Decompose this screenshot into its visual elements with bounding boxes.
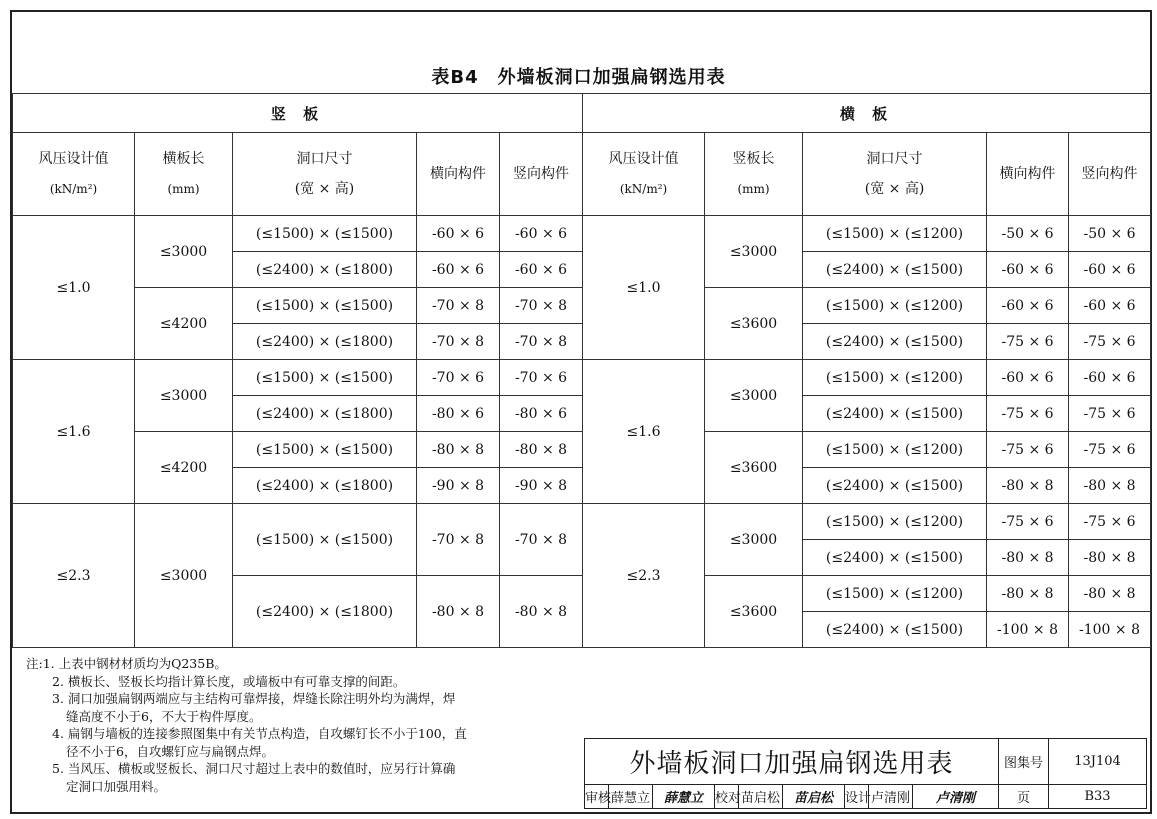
left-longitudinal: -90 × 8 <box>500 468 583 504</box>
left-transverse: -80 × 8 <box>417 432 500 468</box>
right-opening: (≤2400) × (≤1500) <box>803 612 987 648</box>
right-transverse: -60 × 6 <box>987 252 1069 288</box>
right-longitudinal: -75 × 6 <box>1069 504 1151 540</box>
header-longitudinal: 竖向构件 <box>500 133 583 216</box>
left-longitudinal: -70 × 6 <box>500 360 583 396</box>
review-signature: 薛慧立 <box>653 785 715 809</box>
left-pressure: ≤1.0 <box>13 216 135 360</box>
left-longitudinal: -60 × 6 <box>500 252 583 288</box>
page-number: B33 <box>1049 785 1147 809</box>
table-row <box>13 360 1151 396</box>
right-opening: (≤2400) × (≤1500) <box>803 540 987 576</box>
header-pressure: 风压设计值 (kN/m²) <box>13 133 135 216</box>
note-3: 3. 洞口加强扁钢两端应与主结构可靠焊接，焊缝长除注明外均为满焊，焊 <box>52 691 456 706</box>
section-vertical: 竖 板 <box>13 94 583 133</box>
left-longitudinal: -70 × 8 <box>500 504 583 576</box>
left-longitudinal: -80 × 8 <box>500 576 583 648</box>
left-length: ≤3000 <box>135 360 233 432</box>
right-transverse: -75 × 6 <box>987 432 1069 468</box>
right-longitudinal: -80 × 8 <box>1069 576 1151 612</box>
right-opening: (≤2400) × (≤1500) <box>803 468 987 504</box>
right-transverse: -80 × 8 <box>987 576 1069 612</box>
table-row <box>13 216 1151 252</box>
left-longitudinal: -80 × 8 <box>500 432 583 468</box>
right-opening: (≤1500) × (≤1200) <box>803 504 987 540</box>
table-title: 表B4 外墙板洞口加强扁钢选用表 <box>431 67 726 88</box>
design-name: 卢清刚 <box>869 785 913 809</box>
notes <box>26 655 546 795</box>
right-transverse: -50 × 6 <box>987 216 1069 252</box>
page-label: 页 <box>999 785 1049 809</box>
right-pressure: ≤1.6 <box>583 360 705 504</box>
left-transverse: -90 × 8 <box>417 468 500 504</box>
left-opening: (≤2400) × (≤1800) <box>233 468 417 504</box>
right-longitudinal: -60 × 6 <box>1069 360 1151 396</box>
right-transverse: -75 × 6 <box>987 504 1069 540</box>
design-label: 设计 <box>845 785 869 809</box>
title-block <box>584 738 1147 809</box>
header-opening: 洞口尺寸 (宽 × 高) <box>233 133 417 216</box>
left-longitudinal: -70 × 8 <box>500 288 583 324</box>
right-opening: (≤1500) × (≤1200) <box>803 432 987 468</box>
right-transverse: -75 × 6 <box>987 396 1069 432</box>
header-opening-right: 洞口尺寸 (宽 × 高) <box>803 133 987 216</box>
left-pressure: ≤2.3 <box>13 504 135 648</box>
left-transverse: -70 × 8 <box>417 324 500 360</box>
left-opening: (≤1500) × (≤1500) <box>233 288 417 324</box>
table-row <box>13 288 1151 324</box>
left-opening: (≤1500) × (≤1500) <box>233 432 417 468</box>
note-3-cont: 缝高度不小于6，不大于构件厚度。 <box>66 708 262 724</box>
left-longitudinal: -60 × 6 <box>500 216 583 252</box>
right-transverse: -60 × 6 <box>987 360 1069 396</box>
right-longitudinal: -60 × 6 <box>1069 288 1151 324</box>
left-transverse: -60 × 6 <box>417 252 500 288</box>
left-length: ≤3000 <box>135 216 233 288</box>
design-signature: 卢清刚 <box>913 785 999 809</box>
check-label: 校对 <box>715 785 739 809</box>
right-transverse: -80 × 8 <box>987 468 1069 504</box>
section-header-row <box>13 94 1151 133</box>
right-longitudinal: -50 × 6 <box>1069 216 1151 252</box>
note-4-cont: 径不小于6，自攻螺钉应与扁钢点焊。 <box>66 743 274 759</box>
left-length: ≤4200 <box>135 288 233 360</box>
header-length-right: 竖板长 (mm) <box>705 133 803 216</box>
drawing-title: 外墙板洞口加强扁钢选用表 <box>585 739 999 785</box>
review-label: 审核 <box>585 785 609 809</box>
left-length: ≤3000 <box>135 504 233 648</box>
left-transverse: -70 × 8 <box>417 288 500 324</box>
column-header-row <box>13 133 1151 216</box>
note-1: 注:1. 上表中钢材材质均为Q235B。 <box>26 656 227 671</box>
atlas-number: 13J104 <box>1049 739 1147 785</box>
header-transverse: 横向构件 <box>417 133 500 216</box>
left-opening: (≤1500) × (≤1500) <box>233 504 417 576</box>
right-opening: (≤1500) × (≤1200) <box>803 288 987 324</box>
left-length: ≤4200 <box>135 432 233 504</box>
left-transverse: -70 × 6 <box>417 360 500 396</box>
right-longitudinal: -75 × 6 <box>1069 432 1151 468</box>
selection-table <box>12 93 1151 648</box>
right-opening: (≤1500) × (≤1200) <box>803 576 987 612</box>
right-length: ≤3600 <box>705 432 803 504</box>
left-transverse: -80 × 8 <box>417 576 500 648</box>
atlas-label: 图集号 <box>999 739 1049 785</box>
right-transverse: -80 × 8 <box>987 540 1069 576</box>
left-opening: (≤2400) × (≤1800) <box>233 324 417 360</box>
right-length: ≤3000 <box>705 360 803 432</box>
right-length: ≤3600 <box>705 288 803 360</box>
section-horizontal: 横 板 <box>583 94 1151 133</box>
left-opening: (≤1500) × (≤1500) <box>233 360 417 396</box>
left-opening: (≤1500) × (≤1500) <box>233 216 417 252</box>
right-longitudinal: -80 × 8 <box>1069 540 1151 576</box>
table-row <box>13 432 1151 468</box>
table-row <box>13 504 1151 540</box>
right-transverse: -60 × 6 <box>987 288 1069 324</box>
right-transverse: -100 × 8 <box>987 612 1069 648</box>
right-pressure: ≤2.3 <box>583 504 705 648</box>
right-length: ≤3600 <box>705 576 803 648</box>
right-transverse: -75 × 6 <box>987 324 1069 360</box>
right-opening: (≤1500) × (≤1200) <box>803 216 987 252</box>
note-4: 4. 扁钢与墙板的连接参照图集中有关节点构造，自攻螺钉长不小于100，直 <box>52 726 467 741</box>
right-opening: (≤2400) × (≤1500) <box>803 324 987 360</box>
left-transverse: -60 × 6 <box>417 216 500 252</box>
right-longitudinal: -100 × 8 <box>1069 612 1151 648</box>
left-longitudinal: -70 × 8 <box>500 324 583 360</box>
check-name: 苗启松 <box>739 785 783 809</box>
header-longitudinal-right: 竖向构件 <box>1069 133 1151 216</box>
right-longitudinal: -75 × 6 <box>1069 396 1151 432</box>
right-longitudinal: -60 × 6 <box>1069 252 1151 288</box>
note-5-cont: 定洞口加强用料。 <box>66 778 167 794</box>
header-pressure-right: 风压设计值 (kN/m²) <box>583 133 705 216</box>
note-5: 5. 当风压、横板或竖板长、洞口尺寸超过上表中的数值时，应另行计算确 <box>52 761 456 776</box>
right-longitudinal: -75 × 6 <box>1069 324 1151 360</box>
left-opening: (≤2400) × (≤1800) <box>233 396 417 432</box>
right-opening: (≤2400) × (≤1500) <box>803 252 987 288</box>
check-signature: 苗启松 <box>783 785 845 809</box>
left-opening: (≤2400) × (≤1800) <box>233 252 417 288</box>
note-2: 2. 横板长、竖板长均指计算长度，或墙板中有可靠支撑的间距。 <box>52 673 406 689</box>
left-longitudinal: -80 × 6 <box>500 396 583 432</box>
review-name: 薛慧立 <box>609 785 653 809</box>
left-transverse: -80 × 6 <box>417 396 500 432</box>
right-pressure: ≤1.0 <box>583 216 705 360</box>
right-length: ≤3000 <box>705 216 803 288</box>
right-longitudinal: -80 × 8 <box>1069 468 1151 504</box>
right-length: ≤3000 <box>705 504 803 576</box>
header-transverse-right: 横向构件 <box>987 133 1069 216</box>
right-opening: (≤2400) × (≤1500) <box>803 396 987 432</box>
left-opening: (≤2400) × (≤1800) <box>233 576 417 648</box>
left-transverse: -70 × 8 <box>417 504 500 576</box>
right-opening: (≤1500) × (≤1200) <box>803 360 987 396</box>
header-length: 横板长 (mm) <box>135 133 233 216</box>
left-pressure: ≤1.6 <box>13 360 135 504</box>
